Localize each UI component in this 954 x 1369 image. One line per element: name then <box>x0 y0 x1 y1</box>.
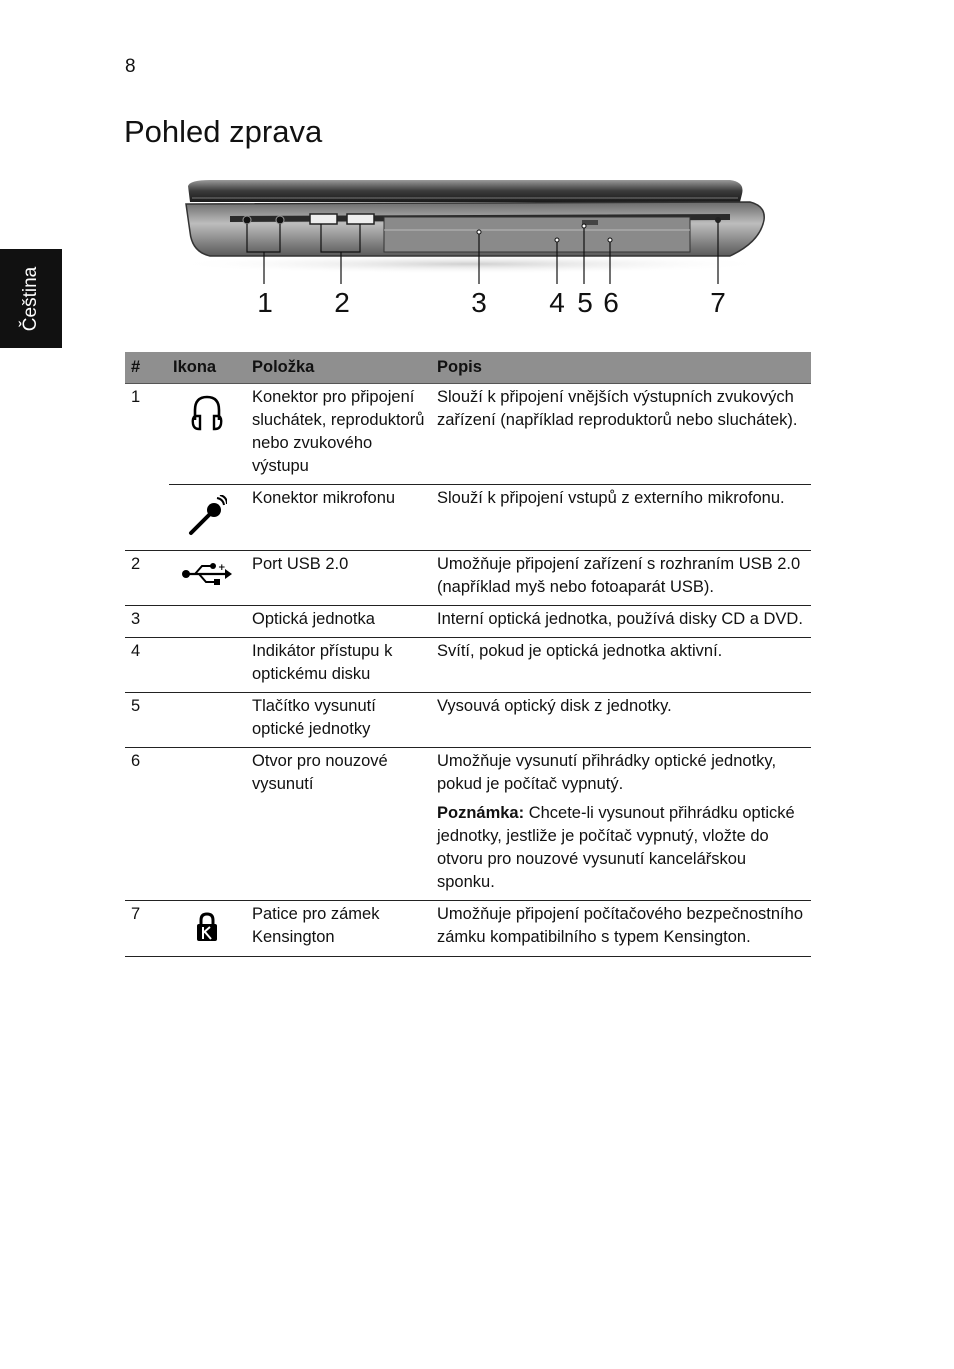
row-desc: Interní optická jednotka, používá disky CD a DVD. <box>429 606 811 638</box>
row-icon <box>169 901 244 957</box>
row-icon-empty <box>169 748 244 901</box>
row-item: Otvor pro nouzové vysunutí <box>244 748 429 901</box>
row-num: 5 <box>125 693 169 748</box>
table-row <box>125 384 811 485</box>
row-icon-empty <box>169 693 244 748</box>
row-item: Tlačítko vysunutí optické jednotky <box>244 693 429 748</box>
row-num: 1 <box>125 384 169 551</box>
row-num: 3 <box>125 606 169 638</box>
row-desc: Umožňuje připojení zařízení s rozhraním USB 2.0 (například myš nebo fotoaparát USB). <box>429 551 811 606</box>
callout-6: 6 <box>603 287 619 318</box>
table-row <box>125 901 811 957</box>
row-icon <box>169 485 244 551</box>
header-desc: Popis <box>429 352 811 384</box>
row-num: 4 <box>125 638 169 693</box>
row-desc: Slouží k připojení vstupů z externího mikrofonu. <box>429 485 811 551</box>
table-row <box>125 693 811 748</box>
header-item: Položka <box>244 352 429 384</box>
table-header-row <box>125 352 811 384</box>
row-desc: Vysouvá optický disk z jednotky. <box>429 693 811 748</box>
row-num: 6 <box>125 748 169 901</box>
table-row <box>125 638 811 693</box>
microphone-icon <box>187 495 227 537</box>
row-item: Indikátor přístupu k optickému disku <box>244 638 429 693</box>
callout-2: 2 <box>334 287 350 318</box>
header-num: # <box>125 352 169 384</box>
svg-text:+: + <box>217 563 226 573</box>
table-row <box>125 485 811 551</box>
row-icon <box>169 384 244 485</box>
row-desc <box>429 748 811 901</box>
side-tab-label: Čeština <box>20 266 41 331</box>
callout-5: 5 <box>577 287 593 318</box>
row-item: Optická jednotka <box>244 606 429 638</box>
row-desc-text: Umožňuje vysunutí přihrádky optické jednotky, pokud je počítač vypnutý. <box>437 752 777 793</box>
kensington-lock-icon <box>195 911 219 943</box>
row-desc: Slouží k připojení vnějších výstupních zvukových zařízení (například reproduktorů nebo sluchátek). <box>429 384 811 485</box>
table-row <box>125 748 811 901</box>
page-title: Pohled zprava <box>124 114 323 149</box>
callout-3: 3 <box>471 287 487 318</box>
headphones-icon <box>190 394 224 432</box>
note-label: Poznámka: <box>437 804 525 822</box>
callout-7: 7 <box>710 287 726 318</box>
callout-1: 1 <box>257 287 273 318</box>
usb-icon <box>181 561 233 587</box>
table-row <box>125 551 811 606</box>
row-item: Port USB 2.0 <box>244 551 429 606</box>
row-desc: Svítí, pokud je optická jednotka aktivní. <box>429 638 811 693</box>
row-icon <box>169 551 244 606</box>
row-item: Konektor mikrofonu <box>244 485 429 551</box>
row-item: Konektor pro připojení sluchátek, reproduktorů nebo zvukového výstupu <box>244 384 429 485</box>
row-item: Patice pro zámek Kensington <box>244 901 429 957</box>
row-icon-empty <box>169 606 244 638</box>
header-icon: Ikona <box>169 352 244 384</box>
language-side-tab <box>0 249 62 348</box>
note-text: Chcete-li vysunout přihrádku optické jednotky, jestliže je počítač vypnutý, vložte do otvoru pro nouzové vysunutí kancelářskou sponku. <box>437 804 795 891</box>
page-number: 8 <box>125 56 136 77</box>
row-num: 2 <box>125 551 169 606</box>
port-description-table <box>125 352 811 957</box>
row-num: 7 <box>125 901 169 957</box>
row-icon-empty <box>169 638 244 693</box>
table-row <box>125 606 811 638</box>
callout-4: 4 <box>549 287 565 318</box>
note-paragraph <box>437 802 807 894</box>
row-desc: Umožňuje připojení počítačového bezpečnostního zámku kompatibilního s typem Kensington. <box>429 901 811 957</box>
